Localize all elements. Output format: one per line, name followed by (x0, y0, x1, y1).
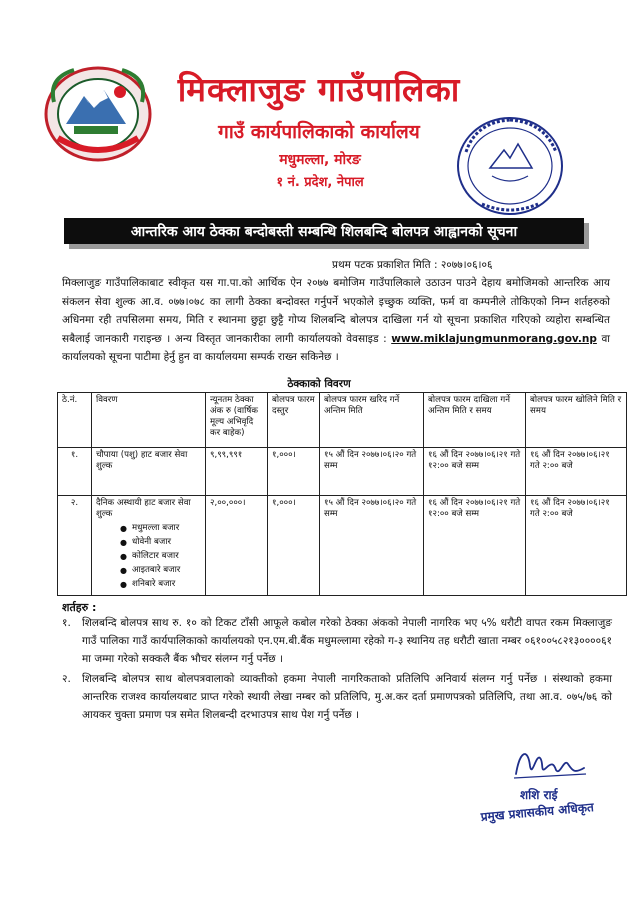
col-header-submission-deadline: बोलपत्र फारम दाखिला गर्ने अन्तिम मिति र समय (424, 393, 526, 448)
term-number: १. (62, 617, 71, 629)
list-item: ● धोवेनी बजार (120, 537, 201, 548)
list-item: ● मधुमल्ला बजार (120, 523, 201, 534)
cell-min-amount: ९,९९,९९१ (206, 448, 268, 496)
col-header-min-amount: न्यूनतम ठेक्का अंक रु (वार्षिक मूल्य अभिवृदि कर बाहेक) (206, 393, 268, 448)
publish-date: प्रथम पटक प्रकाशित मिति : २०७७।०६।०६ (332, 259, 493, 271)
municipality-name: मिक्लाजुङ गाउँपालिका (177, 70, 461, 109)
cell-description (92, 496, 206, 596)
list-item: ● शनिबारे बजार (120, 579, 201, 590)
office-province: १ नं. प्रदेश, नेपाल (276, 175, 364, 190)
description-text: दैनिक अस्थायी हाट बजार सेवा शुल्क (96, 498, 191, 519)
table-title: ठेक्काको विवरण (287, 378, 351, 390)
office-location: मधुमल्ला, मोरङ (279, 152, 361, 168)
website-link[interactable]: www.miklajungmunmorang.gov.np (391, 332, 597, 345)
col-header-opening-time: बोलपत्र फारम खोलिने मिति र समय (526, 393, 627, 448)
cell-purchase-deadline: १५ औं दिन २०७७।०६।२० गते सम्म (320, 496, 424, 596)
col-header-description: विवरण (92, 393, 206, 448)
term-text: शिलबन्दि बोलपत्र साथ रु. १० को टिकट टाँसी आफूले कबोल गरेको ठेक्का अंकको नेपाली नागरिक भए ५% धरौटी वापत रकम मिक्लाजुङ गाउँ पालिका गाउँ कार्यपालिकाको कार्यालयको एन.एम.बी.बैंक मधुमल्लामा रहेको ग-३ स्थानिय तह धरौटी खाता नम्बर ०६१००५८२१३००००६१ मा जम्मा गरेको सक्कलै बैंक भौचर संलग्न गर्नु पर्नेछ । (82, 617, 612, 665)
notice-intro: मिक्लाजुङ गाउँपालिकाबाट स्वीकृत यस गा.पा.को आर्थिक ऐन २०७७ बमोजिम गाउँपालिकाले उठाउन पाउने देहाय बमोजिमको आन्तरिक आय संकलन सेवा शुल्क आ.व. ०७७।०७८ का लागी ठेक्का बन्दोवस्त गर्नुपर्ने भएकोले इच्छुक व्यक्ति, फर्म वा कम्पनीले तोकिएको निम्न शर्तहरुको अधिनमा रही तपसिलमा समय, मिति र स्थानमा छुट्टा छुट्टै गोप्य शिलबन्दि बोलपत्र दाखिला गर्न यो सूचना प्रकाशित गरिएको व्यहोरा सम्बन्धित सबैलाई जानकारी गराइन्छ । अन्य विस्तृत जानकारीका लागी कार्यालयको वेवसाइड : (62, 277, 610, 345)
col-header-form-fee: बोलपत्र फारम दस्तुर (268, 393, 320, 448)
signatory-name: शशि राई (520, 788, 558, 802)
table-header-row (58, 393, 627, 448)
cell-submission-deadline: १६ औं दिन २०७७।०६।२१ गते १२:०० बजे सम्म (424, 496, 526, 596)
cell-opening-time: १६ औं दिन २०७७।०६।२१ गते २:०० बजे (526, 448, 627, 496)
col-header-sn: ठे.नं. (58, 393, 92, 448)
notice-outro: वा कार्यालयको सूचना पाटीमा हेर्नु हुन वा कार्यालयमा सम्पर्क राख्न सकिनेछ । (62, 332, 610, 363)
cell-min-amount: २,००,०००। (206, 496, 268, 596)
market-list (120, 523, 201, 590)
list-item (62, 670, 612, 724)
terms-list (62, 614, 612, 726)
term-text: शिलबन्दि बोलपत्र साथ बोलपत्रवालाको व्याक्तीको हकमा नेपाली नागरिकताको प्रतिलिपि अनिवार्य संलग्न गर्नु पर्नेछ । संस्थाको हकमा आन्तरिक राजश्व कार्यालयबाट प्राप्त गरेको स्थायी लेखा नम्बर को प्रतिलिपि, मु.अ.कर दर्ता प्रमाणपत्रको प्रतिलिपि, तथा आ.व. ०७५/७६ को आयकर चुक्ता प्रमाण पत्र समेत शिलबन्दी दरभाउपत्र साथ पेश गर्नु पर्नेछ । (82, 673, 612, 721)
notice-body (62, 274, 610, 367)
signatory-designation: प्रमुख प्रशासकीय अधिकृत (480, 800, 595, 824)
list-item: ● कोलिटार बजार (120, 551, 201, 562)
terms-heading: शर्तहरु : (62, 601, 97, 614)
cell-sn: १. (58, 448, 92, 496)
office-stamp (452, 112, 568, 220)
cell-sn: २. (58, 496, 92, 596)
cell-submission-deadline: १६ औं दिन २०७७।०६।२१ गते १२:०० बजे सम्म (424, 448, 526, 496)
office-name: गाउँ कार्यपालिकाको कार्यालय (218, 121, 420, 143)
notice-title-banner: आन्तरिक आय ठेक्का बन्दोबस्ती सम्बन्धि शिलबन्दि बोलपत्र आह्वानको सूचना (64, 218, 584, 244)
term-number: २. (62, 673, 71, 685)
cell-opening-time: १६ औं दिन २०७७।०६।२१ गते २:०० बजे (526, 496, 627, 596)
cell-form-fee: १,०००। (268, 448, 320, 496)
table-row (58, 448, 627, 496)
list-item (62, 614, 612, 668)
handwritten-signature (510, 744, 590, 784)
table-row (58, 496, 627, 596)
list-item: ● आइतबारे बजार (120, 565, 201, 576)
cell-form-fee: १,०००। (268, 496, 320, 596)
cell-purchase-deadline: १५ औं दिन २०७७।०६।२० गते सम्म (320, 448, 424, 496)
tender-table (57, 392, 627, 596)
cell-description: चौपाया (पशु) हाट बजार सेवा शुल्क (92, 448, 206, 496)
col-header-purchase-deadline: बोलपत्र फारम खरिद गर्ने अन्तिम मिति (320, 393, 424, 448)
